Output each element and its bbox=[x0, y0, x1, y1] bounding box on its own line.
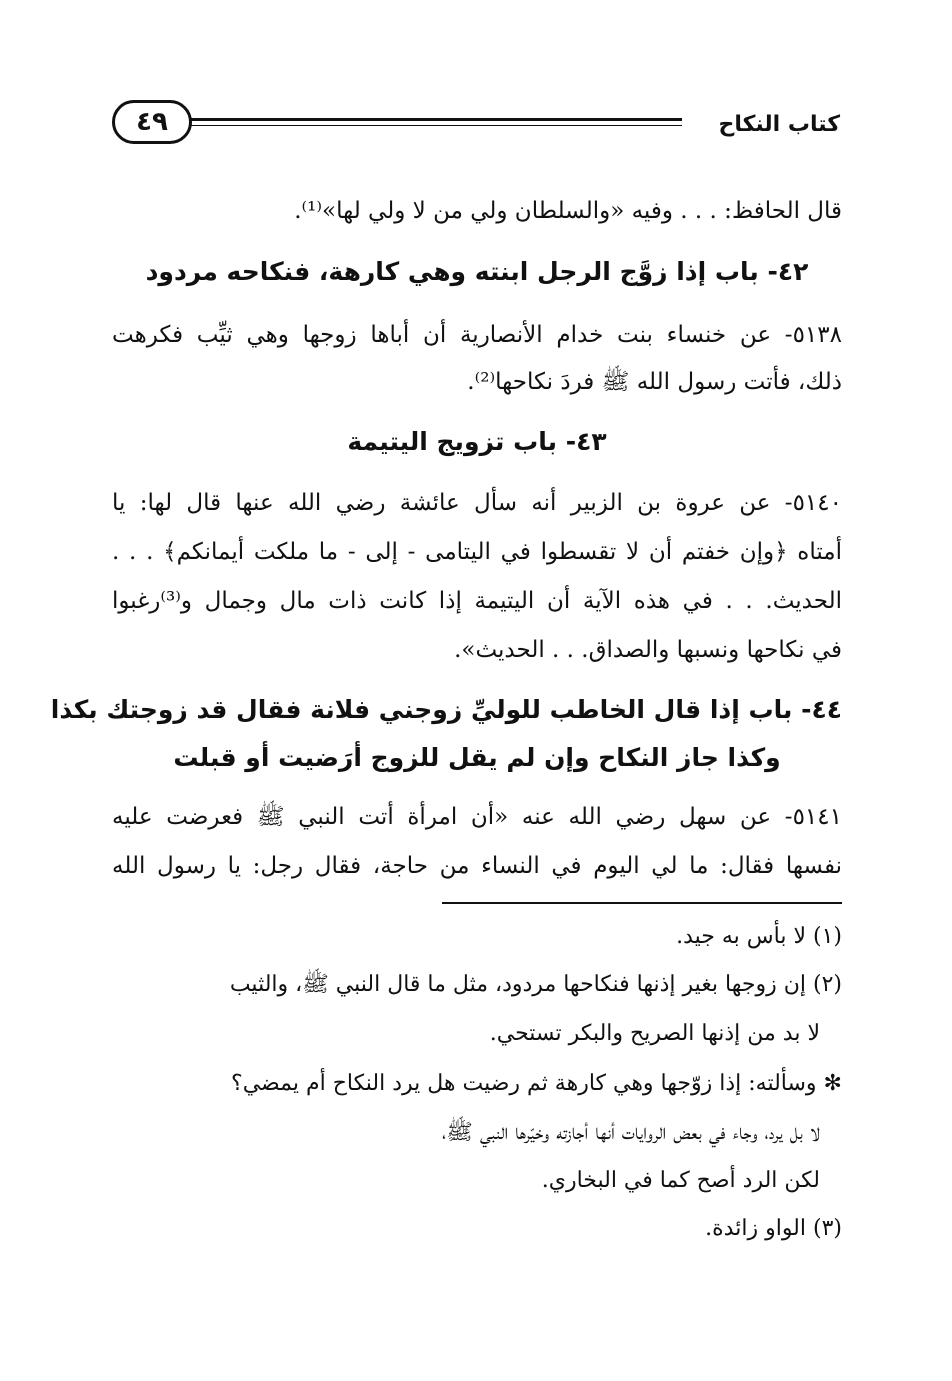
section-heading-44: ٤٤- باب إذا قال الخاطب للوليِّ زوجني فلانة فقال قد زوجتك بكذا bbox=[50, 695, 842, 724]
section-heading-44-cont: وكذا جاز النكاح وإن لم يقل للزوج أرَضيت أو قبلت bbox=[173, 743, 781, 772]
text-line: الحديث. . . في هذه الآية أن اليتيمة إذا كانت ذات مال وجمال و⁽³⁾رغبوا bbox=[112, 588, 842, 614]
question-note: ✻ وسألته: إذا زوّجها وهي كارهة ثم رضيت هل يرد النكاح أم يمضي؟ bbox=[231, 1071, 842, 1096]
text-line: ٥١٣٨- عن خنساء بنت خدام الأنصارية أن أباها زوجها وهي ثيِّب فكرهت bbox=[112, 322, 842, 348]
question-note-cont: لا بل يرد، وجاء في بعض الروايات أنها أجازته وخيّرها النبي ﷺ، bbox=[442, 1120, 820, 1145]
section-heading-43: ٤٣- باب تزويج اليتيمة bbox=[347, 427, 607, 456]
page-number-badge: ٤٩ bbox=[112, 100, 192, 144]
text-line: قال الحافظ: . . . وفيه «والسلطان ولي من لا ولي لها»⁽¹⁾. bbox=[294, 198, 842, 224]
text-line: ٥١٤١- عن سهل رضي الله عنه «أن امرأة أتت النبي ﷺ فعرضت عليه bbox=[112, 804, 842, 830]
running-title: كتاب النكاح bbox=[718, 112, 840, 137]
header-rule bbox=[190, 118, 682, 131]
text-line: ذلك، فأتت رسول الله ﷺ فردَ نكاحها⁽²⁾. bbox=[467, 369, 842, 395]
question-note-cont: لكن الرد أصح كما في البخاري. bbox=[541, 1168, 820, 1193]
page-header bbox=[112, 94, 840, 158]
footnote-2: (٢) إن زوجها بغير إذنها فنكاحها مردود، مثل ما قال النبي ﷺ، والثيب bbox=[229, 972, 842, 997]
text-line: ٥١٤٠- عن عروة بن الزبير أنه سأل عائشة رضي الله عنها قال لها: يا bbox=[112, 490, 842, 516]
footnote-separator bbox=[442, 902, 842, 904]
footnote-3: (٣) الواو زائدة. bbox=[705, 1216, 842, 1241]
footnote-2-cont: لا بد من إذنها الصريح والبكر تستحي. bbox=[489, 1021, 820, 1046]
footnote-1: (١) لا بأس به جيد. bbox=[676, 924, 842, 949]
text-line: نفسها فقال: ما لي اليوم في النساء من حاجة، فقال رجل: يا رسول الله bbox=[112, 853, 842, 879]
section-heading-42: ٤٢- باب إذا زوَّج الرجل ابنته وهي كارهة، فنكاحه مردود bbox=[145, 257, 809, 286]
text-line: أمتاه ﴿وإن خفتم أن لا تقسطوا في اليتامى - إلى - ما ملكت أيمانكم﴾ . . . bbox=[112, 539, 842, 565]
text-line: في نكاحها ونسبها والصداق. . . الحديث». bbox=[454, 637, 842, 663]
